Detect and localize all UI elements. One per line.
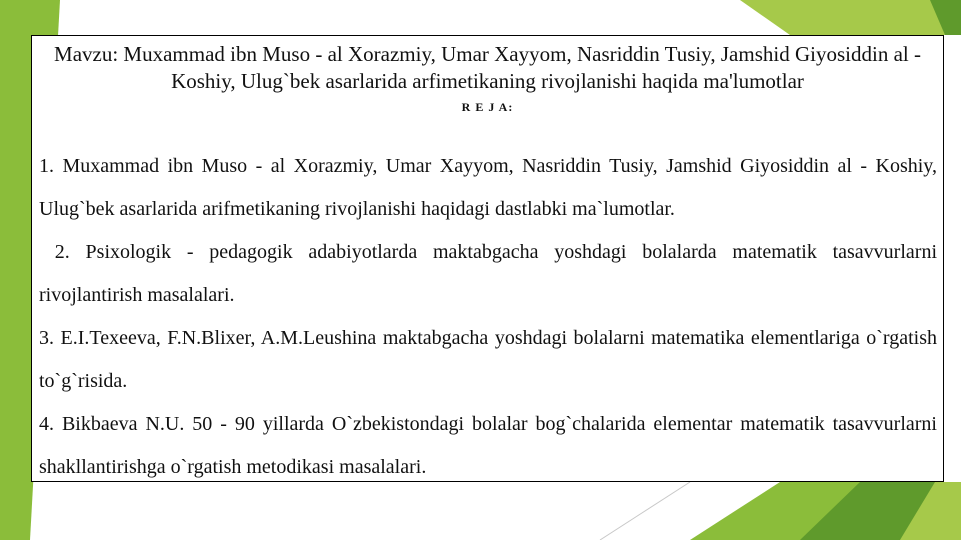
plan-item-3: 3. E.I.Texeeva, F.N.Blixer, A.M.Leushina maktabgacha yoshdagi bolalarni matematika elementlariga o`rgatish to`g`risida. [39,327,937,392]
plan-item-2: 2. Psixologik - pedagogik adabiyotlarda maktabgacha yoshdagi bolalarda matematik tasavvurlarni rivojlantirish masalalari. [39,241,937,306]
plan-heading: R E J A: [461,100,514,114]
thin-diagonal-line [600,482,690,540]
plan-list [39,145,937,489]
content-box [31,35,944,482]
slide-title: Mavzu: Muxammad ibn Muso - al Xorazmiy, Umar Xayyom, Nasriddin Tusiy, Jamshid Giyosiddin al - Koshiy, Ulug`bek asarlarida arfimetikaning rivojlanishi haqida ma'lumotlar [54,42,921,93]
plan-item-1: 1. Muxammad ibn Muso - al Xorazmiy, Umar Xayyom, Nasriddin Tusiy, Jamshid Giyosiddin al - Koshiy, Ulug`bek asarlarida arifmetikaning rivojlanishi haqidagi dastlabki ma`lumotlar. [39,155,937,220]
green-top-right-shape [740,0,961,35]
plan-item-4: 4. Bikbaeva N.U. 50 - 90 yillarda O`zbekistondagi bolalar bog`chalarida elementar matematik tasavvurlarni shakllantirishga o`rgatish metodikasi masalalari. [39,413,937,478]
